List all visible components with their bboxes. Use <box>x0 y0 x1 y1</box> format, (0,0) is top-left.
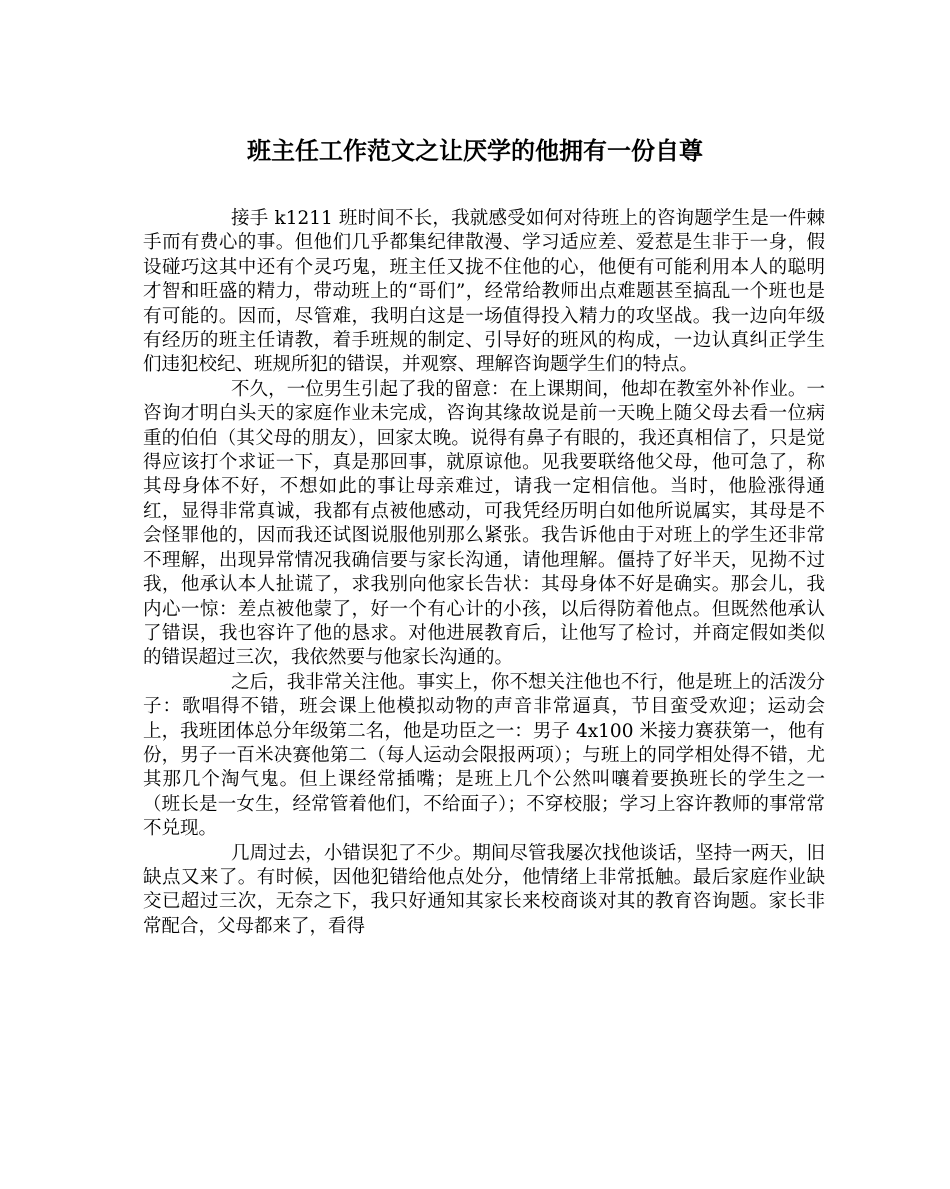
document-body <box>143 207 825 939</box>
paragraph-3: 之后，我非常关注他。事实上，你不想关注他也不行，他是班上的活泼分子：歌唱得不错，班会课上他模拟动物的声音非常逼真，节目蛮受欢迎；运动会上，我班团体总分年级第二名，他是功臣之一：男子 4x100 米接力赛获第一，他有份，男子一百米决赛他第二（每人运动会限报两项）；与班上的同学相处得不错，尤其那几个淘气鬼。但上课经常插嘴；是班上几个公然叫嚷着要换班长的学生之一（班长是一女生，经常管着他们，不给面子）；不穿校服；学习上容许教师的事常常不兑现。 <box>143 671 825 840</box>
paragraph-2: 不久，一位男生引起了我的留意：在上课期间，他却在教室外补作业。一咨询才明白头天的家庭作业未完成，咨询其缘故说是前一天晚上随父母去看一位病重的伯伯（其父母的朋友），回家太晚。说得有鼻子有眼的，我还真相信了，只是觉得应该打个求证一下，真是那回事，就原谅他。见我要联络他父母，他可急了，称其母身体不好，不想如此的事让母亲难过，请我一定相信他。当时，他脸涨得通红，显得非常真诚，我都有点被他感动，可我凭经历明白如他所说属实，其母是不会怪罪他的，因而我还试图说服他别那么紧张。我告诉他由于对班上的学生还非常不理解，出现异常情况我确信要与家长沟通，请他理解。僵持了好半天，见拗不过我，他承认本人扯谎了，求我别向他家长告状：其母身体不好是确实。那会儿，我内心一惊：差点被他蒙了，好一个有心计的小孩，以后得防着他点。但既然他承认了错误，我也容许了他的恳求。对他进展教育后，让他写了检讨，并商定假如类似的错误超过三次，我依然要与他家长沟通的。 <box>143 378 825 669</box>
document-title: 班主任工作范文之让厌学的他拥有一份自尊 <box>247 136 703 165</box>
paragraph-4: 几周过去，小错误犯了不少。期间尽管我屡次找他谈话，坚持一两天，旧缺点又来了。有时候，因他犯错给他点处分，他情绪上非常抵触。最后家庭作业缺交已超过三次，无奈之下，我只好通知其家长来校商谈对其的教育咨询题。家长非常配合，父母都来了，看得 <box>143 842 825 937</box>
paragraph-1: 接手 k1211 班时间不长，我就感受如何对待班上的咨询题学生是一件棘手而有费心的事。但他们几乎都集纪律散漫、学习适应差、爱惹是生非于一身，假设碰巧这其中还有个灵巧鬼，班主任又拢不住他的心，他便有可能利用本人的聪明才智和旺盛的精力，带动班上的“哥们”，经常给教师出点难题甚至搞乱一个班也是有可能的。因而，尽管难，我明白这是一场值得投入精力的攻坚战。我一边向年级有经历的班主任请教，着手班规的制定、引导好的班风的构成，一边认真纠正学生们违犯校纪、班规所犯的错误，并观察、理解咨询题学生们的特点。 <box>143 208 825 376</box>
